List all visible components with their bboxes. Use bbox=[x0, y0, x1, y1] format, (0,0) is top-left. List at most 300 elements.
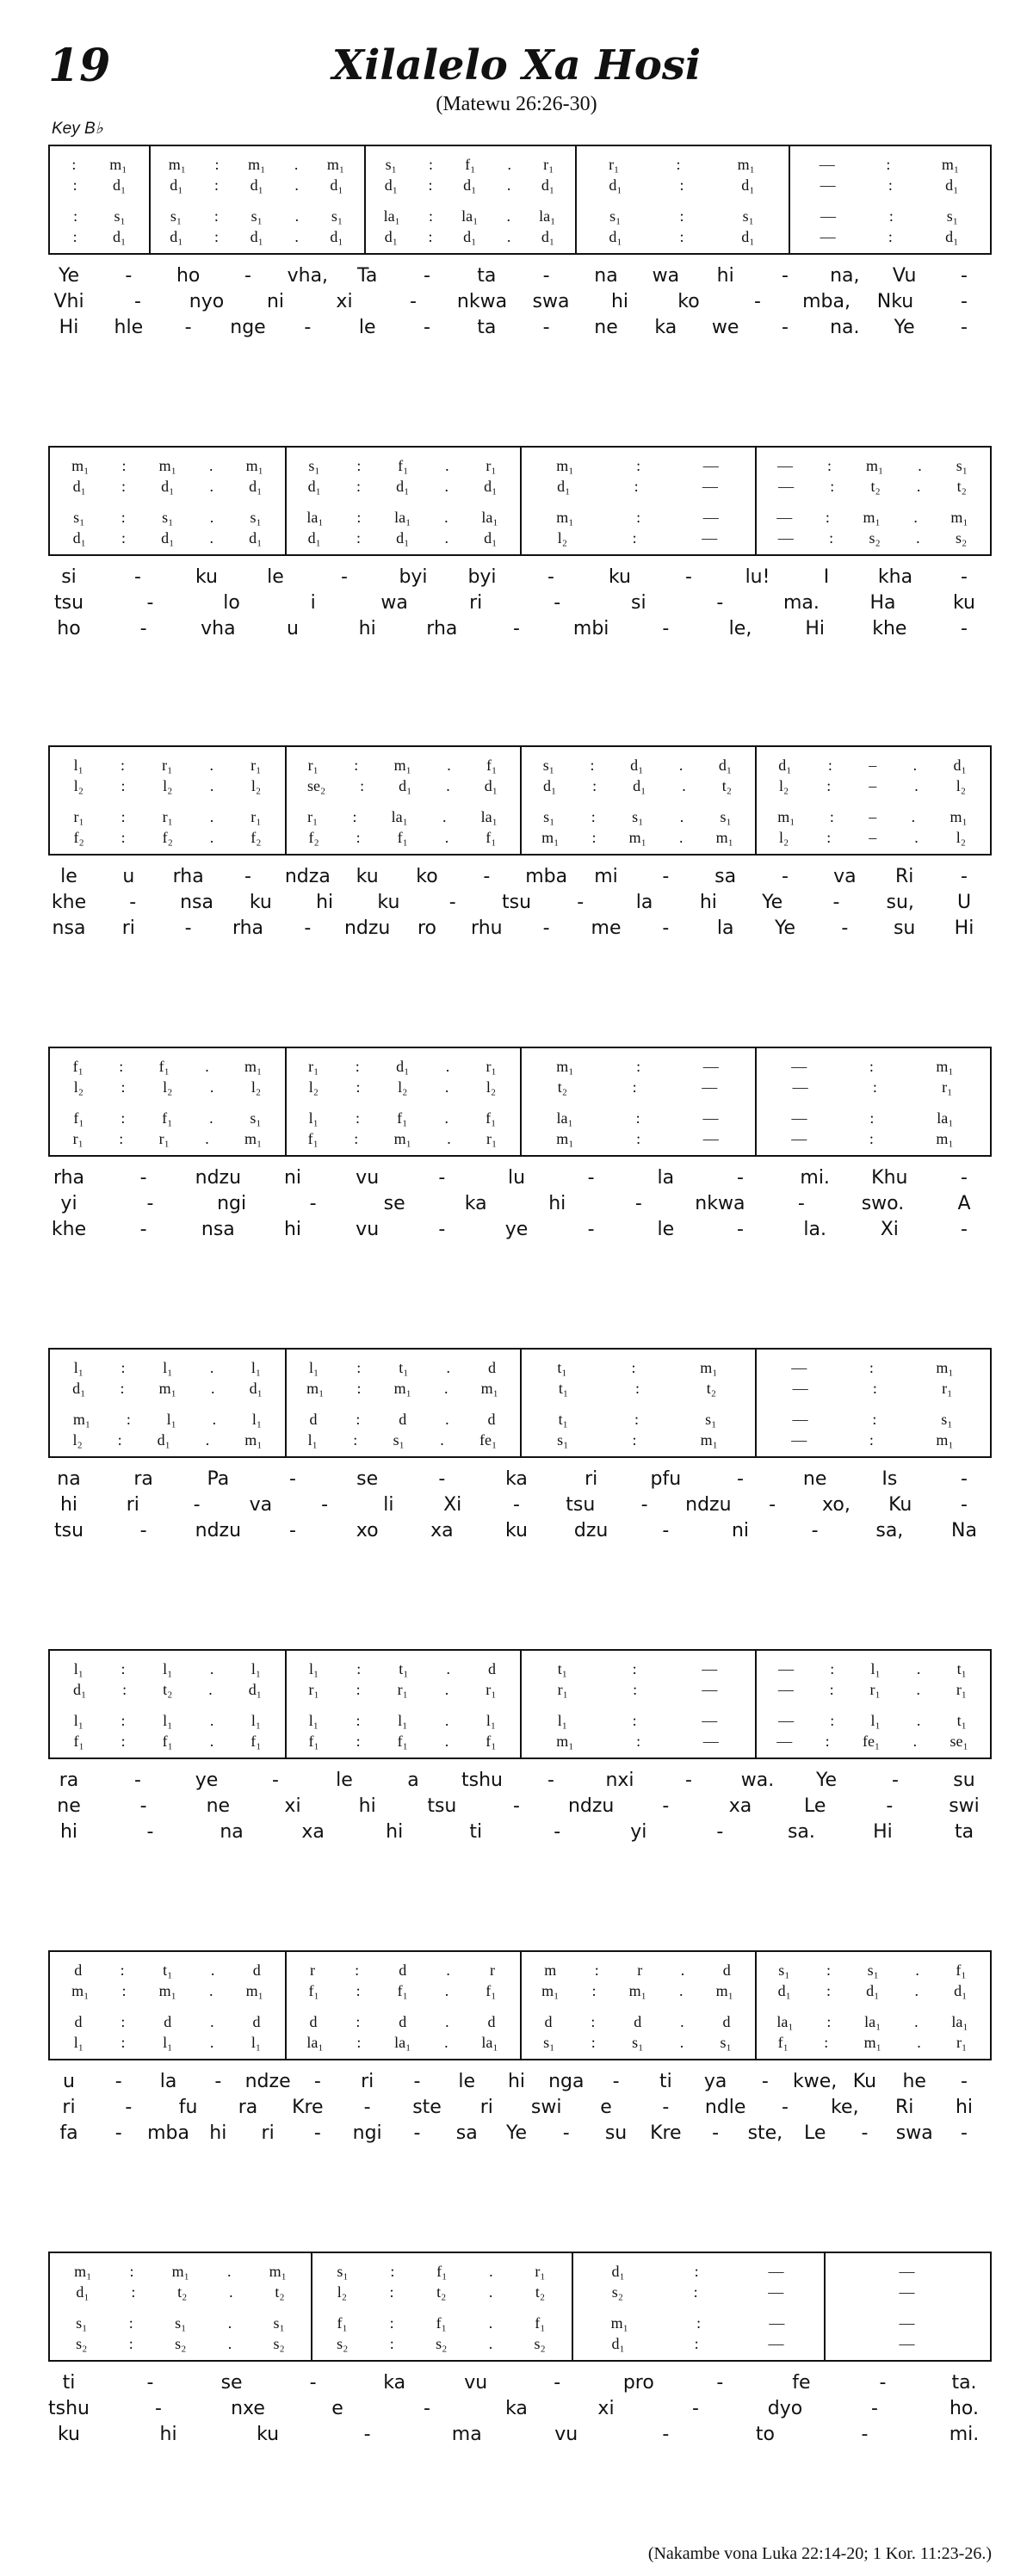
lyric-syllable: - bbox=[737, 1167, 744, 1189]
lyric-syllable: ti bbox=[659, 2071, 672, 2092]
measure-notes: d : d . d bbox=[309, 1410, 496, 1428]
lyric-syllable: Vu bbox=[892, 265, 917, 287]
lyric-syllable: - bbox=[244, 866, 251, 887]
measure-notes: f₁ : f₁ . s₁ bbox=[73, 1109, 262, 1127]
measure-notes: l₁ : l₁ . l₁ bbox=[73, 1358, 262, 1376]
measure-notes: — : r₁ bbox=[792, 1078, 953, 1096]
lyric-syllable: nkwa bbox=[456, 291, 508, 312]
lyric-syllable: nxi bbox=[605, 1770, 634, 1791]
lyric-syllable: hi bbox=[610, 291, 629, 312]
lyric-syllable: - bbox=[716, 592, 724, 614]
measure-notes: la₁ : la₁ . la₁ bbox=[306, 508, 498, 526]
voice-row bbox=[50, 1709, 990, 1732]
lyric-syllable: ni bbox=[283, 1167, 302, 1189]
verse-line bbox=[52, 1193, 990, 1219]
measure-notes: d : d . d bbox=[544, 2012, 731, 2030]
lyric-syllable: lo bbox=[223, 592, 240, 614]
lyric-syllable: ri bbox=[126, 1494, 139, 1516]
lyric-syllable: ku bbox=[377, 892, 400, 913]
lyric-syllable: hi bbox=[548, 1193, 566, 1214]
lyric-syllable: se bbox=[383, 1193, 405, 1214]
lyric-syllable: - bbox=[685, 566, 692, 588]
voice-row bbox=[50, 1980, 990, 2002]
lyric-syllable: u bbox=[287, 618, 299, 639]
lyric-syllable: le bbox=[60, 866, 77, 887]
lyric-syllable: hle bbox=[114, 317, 144, 338]
lyric-syllable: ku bbox=[504, 1520, 529, 1541]
lyric-syllable: yi bbox=[60, 1193, 77, 1214]
lyric-syllable: lu! bbox=[745, 566, 770, 588]
lyric-syllable: fe bbox=[792, 2372, 811, 2394]
measure-notes: m₁ : — bbox=[556, 508, 719, 526]
voice-row bbox=[50, 754, 990, 776]
lyric-syllable: - bbox=[438, 1219, 446, 1240]
lyric-syllable: mbi bbox=[572, 618, 609, 639]
lyric-syllable: - bbox=[737, 1468, 744, 1490]
measure-notes: s₂ : s₂ . s₂ bbox=[337, 2334, 546, 2352]
measure-notes: f₁ : m₁ . r₁ bbox=[307, 1129, 498, 1147]
voice-row bbox=[50, 1356, 990, 1379]
lyric-syllable: - bbox=[737, 1219, 744, 1240]
voice-row bbox=[50, 475, 990, 497]
lyric-syllable: - bbox=[754, 291, 761, 312]
measure-notes: d₁ : d₁ . d₁ bbox=[72, 477, 263, 495]
measure-notes: — : m₁ . s₁ bbox=[776, 456, 968, 474]
lyric-syllable: le bbox=[336, 1770, 353, 1791]
lyric-syllable: ri bbox=[469, 592, 483, 614]
lyric-syllable: ri bbox=[121, 917, 135, 939]
lyric-syllable: swa bbox=[895, 2122, 933, 2144]
measure-notes: m₁ : m₁ . m₁ bbox=[71, 1981, 263, 1999]
lyric-syllable: Hi bbox=[59, 317, 79, 338]
lyric-syllable: hi bbox=[358, 618, 376, 639]
lyric-syllable: ma. bbox=[782, 592, 820, 614]
measure-notes: — : m₁ bbox=[791, 1129, 954, 1147]
lyric-syllable: Xi bbox=[880, 1219, 899, 1240]
lyric-syllable: sa, bbox=[875, 1520, 904, 1541]
lyric-syllable: - bbox=[304, 317, 312, 338]
lyric-syllable: le bbox=[458, 2071, 476, 2092]
lyric-syllable: fa bbox=[59, 2122, 78, 2144]
measure-notes: la₁ : la₁ . la₁ bbox=[306, 2033, 498, 2051]
lyric-syllable: - bbox=[125, 2097, 133, 2118]
lyric-syllable: su bbox=[604, 2122, 628, 2144]
lyric-syllable: vu bbox=[554, 2424, 578, 2445]
lyric-syllable: - bbox=[712, 2122, 720, 2144]
lyric-syllable: le bbox=[358, 317, 376, 338]
voice-row bbox=[50, 205, 990, 227]
lyric-syllable: swo. bbox=[861, 1193, 905, 1214]
lyric-syllable: byi bbox=[399, 566, 428, 588]
measure-notes: l₁ : f₁ . f₁ bbox=[308, 1109, 497, 1127]
measure-notes: f₁ : f₁ . f₁ bbox=[308, 1981, 497, 1999]
lyric-syllable: - bbox=[289, 1520, 296, 1541]
measure-notes: — : m₁ bbox=[791, 1358, 954, 1376]
lyric-syllable: khe bbox=[872, 618, 907, 639]
lyric-syllable: ku bbox=[356, 866, 379, 887]
measure-notes: d₁ : — bbox=[611, 2262, 784, 2280]
lyric-syllable: - bbox=[716, 2372, 724, 2394]
measure-notes: — : m₁ bbox=[791, 1430, 954, 1449]
lyric-syllable: I bbox=[823, 566, 830, 588]
measure-notes: m₁ : – . m₁ bbox=[777, 807, 968, 825]
measure-notes: r₁ : d₁ . r₁ bbox=[308, 1057, 497, 1075]
measure-notes: d₁ : d₁ . d₁ bbox=[777, 1981, 968, 1999]
lyric-syllable: tshu bbox=[461, 1770, 503, 1791]
music-system bbox=[48, 1348, 992, 1458]
measure-notes: f₁ : f₁ . f₁ bbox=[73, 1732, 262, 1750]
lyric-syllable: - bbox=[554, 592, 561, 614]
voice-row bbox=[50, 1730, 990, 1752]
lyric-syllable: ta bbox=[477, 317, 497, 338]
lyric-syllable: - bbox=[547, 1770, 554, 1791]
measure-notes: — bbox=[899, 2283, 915, 2301]
voice-row bbox=[50, 1107, 990, 1129]
lyric-syllable: ho. bbox=[949, 2398, 980, 2419]
lyric-syllable: - bbox=[577, 892, 585, 913]
lyric-syllable: - bbox=[304, 917, 312, 939]
lyric-syllable: swi bbox=[949, 1795, 980, 1817]
music-system bbox=[48, 745, 992, 856]
measure-notes: l₂ : – . l₂ bbox=[778, 776, 966, 794]
lyric-syllable: me bbox=[591, 917, 622, 939]
lyric-syllable: xi bbox=[336, 291, 353, 312]
lyric-syllable: wa bbox=[380, 592, 408, 614]
lyric-syllable: ndzu bbox=[343, 917, 391, 939]
measure-notes: r₁ : r₁ . r₁ bbox=[73, 807, 262, 825]
verse-line bbox=[52, 866, 990, 892]
lyric-syllable: - bbox=[886, 1795, 894, 1817]
lyric-syllable: vu bbox=[356, 1219, 380, 1240]
lyric-syllable: ri bbox=[585, 1468, 598, 1490]
lyric-syllable: - bbox=[841, 917, 849, 939]
lyric-syllable: - bbox=[341, 566, 348, 588]
lyric-syllable: Khu bbox=[871, 1167, 908, 1189]
measure-notes: r₁ : r₁ . r₁ bbox=[308, 1680, 497, 1698]
lyric-syllable: - bbox=[769, 1494, 776, 1516]
lyric-syllable: xo bbox=[356, 1520, 379, 1541]
lyric-syllable: - bbox=[214, 2071, 222, 2092]
lyric-syllable: - bbox=[832, 892, 840, 913]
lyric-syllable: ne bbox=[206, 1795, 231, 1817]
measure-notes: l₁ : l₁ . l₁ bbox=[73, 1659, 262, 1677]
lyric-syllable: - bbox=[547, 566, 554, 588]
measure-notes: d₁ : d₁ . d₁ bbox=[170, 227, 343, 245]
lyrics-block bbox=[52, 866, 990, 943]
verse-line bbox=[52, 1821, 990, 1847]
verse-line bbox=[52, 2122, 990, 2148]
lyric-syllable: ma bbox=[451, 2424, 482, 2445]
lyric-syllable: - bbox=[139, 1795, 147, 1817]
lyric-syllable: Nku bbox=[876, 291, 914, 312]
measure-notes: l₁ : l₁ . l₁ bbox=[73, 1711, 262, 1729]
lyric-syllable: va bbox=[249, 1494, 273, 1516]
lyric-syllable: swa bbox=[532, 291, 570, 312]
measure-notes: l₂ : — bbox=[557, 528, 718, 547]
lyric-syllable: fu bbox=[178, 2097, 198, 2118]
lyric-syllable: - bbox=[193, 1494, 201, 1516]
lyric-syllable: hi bbox=[316, 892, 334, 913]
lyric-syllable: ka bbox=[505, 2398, 528, 2419]
lyric-syllable: Ye bbox=[774, 917, 796, 939]
lyric-syllable: ho bbox=[57, 618, 81, 639]
lyric-syllable: ta bbox=[954, 1821, 974, 1843]
lyric-syllable: se bbox=[220, 2372, 243, 2394]
lyric-syllable: - bbox=[139, 1520, 147, 1541]
lyric-syllable: le bbox=[267, 566, 284, 588]
lyric-syllable: Ye bbox=[762, 892, 783, 913]
lyric-syllable: vha, bbox=[287, 265, 329, 287]
measure-notes: t₁ : t₂ bbox=[558, 1379, 717, 1397]
lyrics-block bbox=[52, 2071, 990, 2148]
lyric-syllable: kwe, bbox=[793, 2071, 838, 2092]
voice-row bbox=[50, 1408, 990, 1430]
measure-notes: s₁ : d₁ . d₁ bbox=[542, 756, 733, 774]
lyric-syllable: na bbox=[220, 1821, 244, 1843]
measure-notes: l₂ : l₂ . l₂ bbox=[73, 1078, 262, 1096]
lyric-syllable: rha bbox=[53, 1167, 85, 1189]
measure-notes: s₁ : s₁ . s₁ bbox=[543, 807, 732, 825]
lyric-syllable: - bbox=[587, 1167, 595, 1189]
lyric-syllable: u bbox=[122, 866, 135, 887]
measure-notes: s₂ : — bbox=[611, 2283, 784, 2301]
measure-notes: l₂ : – . l₂ bbox=[778, 828, 966, 846]
lyric-syllable: - bbox=[272, 1770, 279, 1791]
lyric-syllable: ku bbox=[952, 592, 976, 614]
measure-notes: — : m₁ bbox=[791, 1057, 954, 1075]
measure-notes: — : s₁ bbox=[792, 1410, 953, 1428]
lyric-syllable: ni bbox=[731, 1520, 750, 1541]
measure-notes: s₁ : s₁ . s₁ bbox=[170, 207, 343, 225]
measure-notes: d₁ : t₂ . t₂ bbox=[76, 2283, 285, 2301]
lyric-syllable: dzu bbox=[573, 1520, 609, 1541]
lyric-syllable: - bbox=[640, 1494, 648, 1516]
lyric-syllable: - bbox=[871, 2398, 878, 2419]
measure-notes: f₁ : f₁ . f₁ bbox=[308, 1732, 497, 1750]
lyric-syllable: - bbox=[782, 866, 789, 887]
measure-notes: s₁ : s₁ . s₁ bbox=[76, 2313, 285, 2332]
lyric-syllable: - bbox=[139, 1167, 147, 1189]
measure-notes: m₁ : m₁ . m₁ bbox=[71, 456, 263, 474]
lyric-syllable: - bbox=[363, 2097, 371, 2118]
lyric-syllable: - bbox=[782, 2097, 789, 2118]
lyric-syllable: ri bbox=[479, 2097, 493, 2118]
measure-notes: r₁ : r₁ . m₁ bbox=[72, 1129, 263, 1147]
lyric-syllable: - bbox=[313, 2122, 321, 2144]
lyric-syllable: ku bbox=[57, 2424, 81, 2445]
lyric-syllable: A bbox=[957, 1193, 971, 1214]
measure-notes: — : d₁ bbox=[820, 176, 959, 194]
lyric-syllable: - bbox=[146, 2372, 154, 2394]
lyric-syllable: si bbox=[61, 566, 77, 588]
measure-notes: s₁ : f₁ . r₁ bbox=[337, 2262, 546, 2280]
voice-row bbox=[50, 1377, 990, 1399]
lyric-syllable: - bbox=[309, 1193, 317, 1214]
lyric-syllable: tsu bbox=[53, 592, 84, 614]
lyric-syllable: la bbox=[657, 1167, 675, 1189]
verse-line bbox=[52, 1219, 990, 1245]
measure-notes: f₂ : f₂ . f₂ bbox=[73, 828, 262, 846]
lyric-syllable: mi bbox=[594, 866, 618, 887]
measure-notes: s₂ : s₂ . s₂ bbox=[76, 2334, 285, 2352]
lyric-syllable: - bbox=[413, 2122, 421, 2144]
lyric-syllable: Ri bbox=[894, 866, 914, 887]
lyric-syllable: ku bbox=[195, 566, 219, 588]
lyric-syllable: Xi bbox=[443, 1494, 462, 1516]
voice-row bbox=[50, 174, 990, 196]
verse-line bbox=[52, 2424, 990, 2449]
lyric-syllable: wa. bbox=[740, 1770, 775, 1791]
lyric-syllable: ko bbox=[416, 866, 438, 887]
lyric-syllable: va bbox=[833, 866, 857, 887]
lyric-syllable: ro bbox=[417, 917, 437, 939]
lyric-syllable: - bbox=[542, 917, 550, 939]
lyric-syllable: - bbox=[587, 1219, 595, 1240]
measure-notes: l₂ : d₁ . m₁ bbox=[72, 1430, 263, 1449]
lyric-syllable: - bbox=[685, 1770, 692, 1791]
lyric-syllable: si bbox=[631, 592, 646, 614]
lyric-syllable: ndze bbox=[244, 2071, 291, 2092]
measure-notes: r₁ : m₁ . f₁ bbox=[307, 756, 498, 774]
lyric-syllable: rhu bbox=[471, 917, 503, 939]
music-system bbox=[48, 145, 992, 255]
measure-notes: la₁ : — bbox=[556, 1109, 719, 1127]
lyric-syllable: ne bbox=[594, 317, 618, 338]
lyric-syllable: - bbox=[134, 291, 141, 312]
measure-notes: f₁ : f₁ . f₁ bbox=[337, 2313, 546, 2332]
lyric-syllable: - bbox=[662, 1795, 670, 1817]
measure-notes: m₁ : m₁ . m₁ bbox=[541, 1981, 733, 1999]
lyric-syllable: Vhi bbox=[53, 291, 84, 312]
measure-notes: l₁ : t₁ . d bbox=[308, 1358, 496, 1376]
measure-notes: l₁ : — bbox=[557, 1711, 718, 1729]
measure-notes: s₁ : s₁ . f₁ bbox=[778, 1961, 967, 1979]
lyric-syllable: - bbox=[961, 1219, 968, 1240]
verse-line bbox=[52, 265, 990, 291]
lyric-syllable: Na bbox=[951, 1520, 977, 1541]
measure-notes: r₁ : la₁ . la₁ bbox=[307, 807, 498, 825]
lyric-syllable: - bbox=[309, 2372, 317, 2394]
measure-notes: s₁ : f₁ . r₁ bbox=[308, 456, 497, 474]
lyric-syllable: - bbox=[513, 1795, 520, 1817]
lyric-syllable: hi bbox=[159, 2424, 177, 2445]
lyric-syllable: Ye bbox=[815, 1770, 838, 1791]
lyric-syllable: - bbox=[513, 618, 520, 639]
hymn-number: 19 bbox=[48, 40, 111, 92]
lyric-syllable: ni bbox=[266, 291, 285, 312]
lyric-syllable: - bbox=[879, 2372, 887, 2394]
lyric-syllable: ka bbox=[654, 317, 677, 338]
measure-notes: r₁ : — bbox=[557, 1680, 718, 1698]
lyric-syllable: - bbox=[125, 265, 133, 287]
lyric-syllable: nsa bbox=[52, 917, 86, 939]
lyric-syllable: ku bbox=[257, 2424, 280, 2445]
lyric-syllable: vu bbox=[464, 2372, 488, 2394]
lyric-syllable: e bbox=[331, 2398, 343, 2419]
lyric-syllable: - bbox=[146, 1821, 154, 1843]
lyric-syllable: tshu bbox=[48, 2398, 90, 2419]
lyric-syllable: xi bbox=[597, 2398, 615, 2419]
lyric-syllable: - bbox=[961, 1494, 968, 1516]
lyric-syllable: - bbox=[797, 1193, 805, 1214]
lyric-syllable: nga bbox=[548, 2071, 585, 2092]
lyric-syllable: Ye bbox=[505, 2122, 528, 2144]
measure-notes: — : m₁ . m₁ bbox=[776, 508, 968, 526]
voice-row bbox=[50, 2332, 990, 2355]
lyric-syllable: - bbox=[139, 618, 147, 639]
lyric-syllable: na bbox=[57, 1468, 81, 1490]
verse-line bbox=[52, 2372, 990, 2398]
measure-notes: s₁ : s₁ . s₁ bbox=[543, 2033, 732, 2051]
lyric-syllable: xo, bbox=[822, 1494, 851, 1516]
measure-notes: m₁ : — bbox=[556, 1732, 719, 1750]
lyric-syllable: Hi bbox=[873, 1821, 893, 1843]
lyric-syllable: ti bbox=[62, 2372, 76, 2394]
lyric-syllable: xa bbox=[430, 1520, 454, 1541]
measure-notes: d₁ : — bbox=[611, 2334, 784, 2352]
verse-line bbox=[52, 618, 990, 644]
lyric-syllable: Hi bbox=[954, 917, 974, 939]
measure-notes: se₂ : d₁ . d₁ bbox=[306, 776, 498, 794]
lyric-syllable: Le bbox=[803, 1795, 826, 1817]
lyric-syllable: nsa bbox=[201, 1219, 235, 1240]
lyric-syllable: vu bbox=[356, 1167, 380, 1189]
lyric-syllable: i bbox=[310, 592, 316, 614]
music-system bbox=[48, 1950, 992, 2060]
measure-notes: — : s₁ bbox=[820, 207, 959, 225]
lyric-syllable: hi bbox=[716, 265, 734, 287]
lyric-syllable: ri bbox=[361, 2071, 374, 2092]
music-system bbox=[48, 1649, 992, 1759]
lyrics-block bbox=[52, 265, 990, 343]
measure-notes: d₁ : d₁ bbox=[609, 227, 755, 245]
voice-row bbox=[50, 506, 990, 528]
measure-notes: — : r₁ . r₁ bbox=[777, 1680, 968, 1698]
measure-notes: m₁ : — bbox=[610, 2313, 785, 2332]
lyric-syllable: ndle bbox=[704, 2097, 746, 2118]
voice-row bbox=[50, 1959, 990, 1981]
lyric-syllable: nxe bbox=[231, 2398, 265, 2419]
measure-notes: : d₁ bbox=[72, 176, 127, 194]
lyric-syllable: la bbox=[159, 2071, 177, 2092]
measure-notes: : m₁ bbox=[71, 155, 127, 173]
lyric-syllable: ta. bbox=[951, 2372, 977, 2394]
measure-notes: d : d . d bbox=[309, 2012, 496, 2030]
lyric-syllable: - bbox=[961, 2071, 968, 2092]
lyric-syllable: xa bbox=[301, 1821, 325, 1843]
measure-notes: — bbox=[899, 2262, 915, 2280]
lyric-syllable: - bbox=[313, 2071, 321, 2092]
measure-notes: m₁ : m₁ . m₁ bbox=[541, 828, 733, 846]
lyric-syllable: - bbox=[782, 317, 789, 338]
voice-row bbox=[50, 826, 990, 849]
lyric-syllable: - bbox=[410, 291, 417, 312]
lyric-syllable: he bbox=[902, 2071, 926, 2092]
lyric-syllable: tsu bbox=[53, 1520, 84, 1541]
lyric-syllable: we bbox=[711, 317, 739, 338]
lyric-syllable: ndza bbox=[284, 866, 331, 887]
lyric-syllable: ye bbox=[504, 1219, 529, 1240]
lyric-syllable: - bbox=[716, 1821, 724, 1843]
lyric-syllable: hi bbox=[59, 1821, 78, 1843]
lyric-syllable: - bbox=[134, 1770, 141, 1791]
lyric-syllable: mba bbox=[147, 2122, 189, 2144]
measure-notes: l₁ : s₁ . fe₁ bbox=[307, 1430, 498, 1449]
measure-notes: s₁ : f₁ . r₁ bbox=[385, 155, 554, 173]
lyric-syllable: le, bbox=[728, 618, 752, 639]
measure-notes: d₁ : – . d₁ bbox=[778, 756, 967, 774]
lyric-syllable: ngi bbox=[217, 1193, 247, 1214]
